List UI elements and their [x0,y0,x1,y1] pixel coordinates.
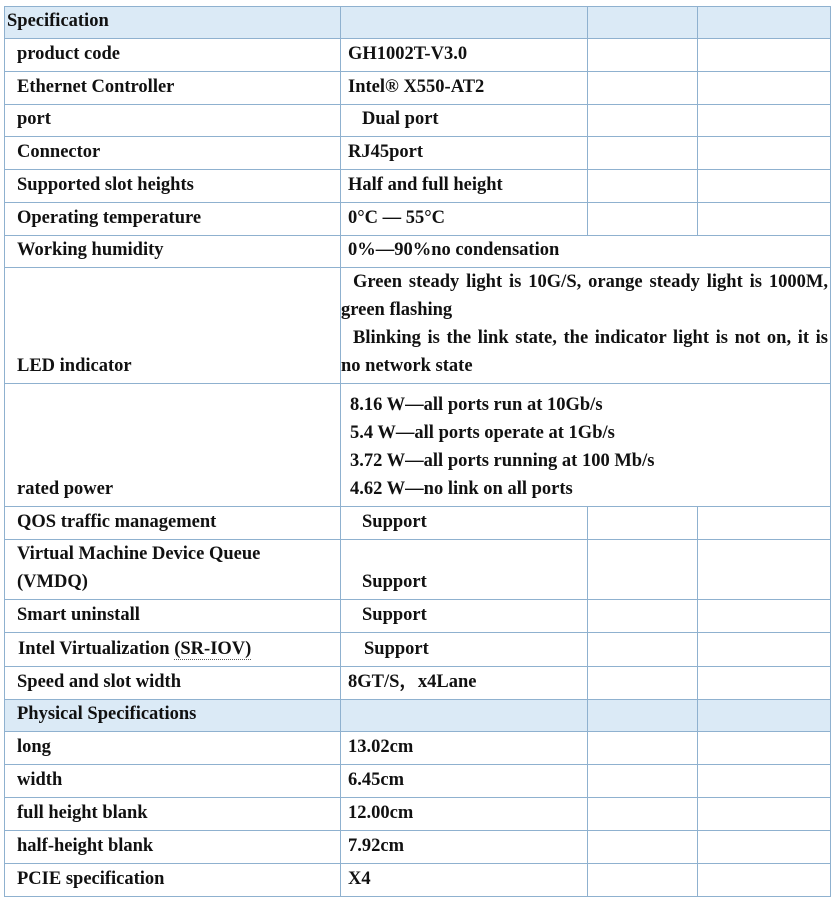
spec-value: X4 [341,864,588,897]
spec-label: port [5,105,341,137]
spec-row [5,203,831,236]
spec-row [5,864,831,897]
spec-label-line: Virtual Machine Device Queue [17,544,261,564]
section-header-specification [5,7,831,39]
spec-value: 0°C — 55°C [341,203,588,236]
spec-value: Dual port [341,105,588,137]
spec-row [5,765,831,798]
spec-label: product code [5,39,341,72]
spec-value-led [341,268,831,384]
spec-value: Support [341,600,588,633]
spec-row [5,72,831,105]
spec-label: Working humidity [5,236,341,268]
spec-row-led [5,268,831,384]
spec-label [5,540,341,600]
section-title: Physical Specifications [5,700,341,732]
power-line: 5.4 W—all ports operate at 1Gb/s [350,423,615,443]
led-paragraph: Blinking is the link state, the indicator light is not on, it is no network state [341,328,828,376]
spec-label: Operating temperature [5,203,341,236]
spec-value: 0%—90%no condensation [341,236,831,268]
spec-value: GH1002T-V3.0 [341,39,588,72]
spec-label: rated power [5,384,341,507]
spec-label: half-height blank [5,831,341,864]
spec-row [5,137,831,170]
spec-value: 13.02cm [341,732,588,765]
spec-row [5,39,831,72]
spec-label [5,633,341,667]
spec-value: Half and full height [341,170,588,203]
spec-row [5,798,831,831]
spec-label: Connector [5,137,341,170]
spec-row [5,600,831,633]
spec-value-power [341,384,831,507]
section-header-physical [5,700,831,732]
spec-label: Speed and slot width [5,667,341,700]
spec-row [5,507,831,540]
power-line: 8.16 W—all ports run at 10Gb/s [350,395,603,415]
spec-value: 12.00cm [341,798,588,831]
spec-row [5,105,831,137]
spec-label: Ethernet Controller [5,72,341,105]
spec-label: PCIE specification [5,864,341,897]
spec-value: RJ45port [341,137,588,170]
spec-label: Supported slot heights [5,170,341,203]
spec-value: 6.45cm [341,765,588,798]
spec-label: LED indicator [5,268,341,384]
spec-label: Smart uninstall [5,600,341,633]
spec-row-power [5,384,831,507]
spec-row [5,540,831,600]
power-line: 3.72 W—all ports running at 100 Mb/s [350,451,655,471]
spec-label: full height blank [5,798,341,831]
spec-value: Support [341,540,588,600]
spec-value: Support [341,507,588,540]
spec-row [5,732,831,765]
spec-value: 8GT/S，x4Lane [341,667,588,700]
led-paragraph: Green steady light is 10G/S, orange steady light is 1000M, green flashing [341,272,828,320]
spec-row [5,236,831,268]
spec-label: long [5,732,341,765]
spec-value: 7.92cm [341,831,588,864]
spec-label: QOS traffic management [5,507,341,540]
section-title: Specification [5,7,341,39]
spec-value: Support [341,633,588,667]
spec-label-text: Intel Virtualization [18,639,175,659]
spec-label-abbrev: (SR-IOV) [174,639,252,659]
spec-row [5,667,831,700]
specification-table [4,6,831,897]
spec-row [5,831,831,864]
spec-label: width [5,765,341,798]
spec-row [5,633,831,667]
spec-row [5,170,831,203]
spec-label-line: (VMDQ) [17,572,88,592]
spec-value: Intel® X550-AT2 [341,72,588,105]
power-line: 4.62 W—no link on all ports [350,479,573,499]
